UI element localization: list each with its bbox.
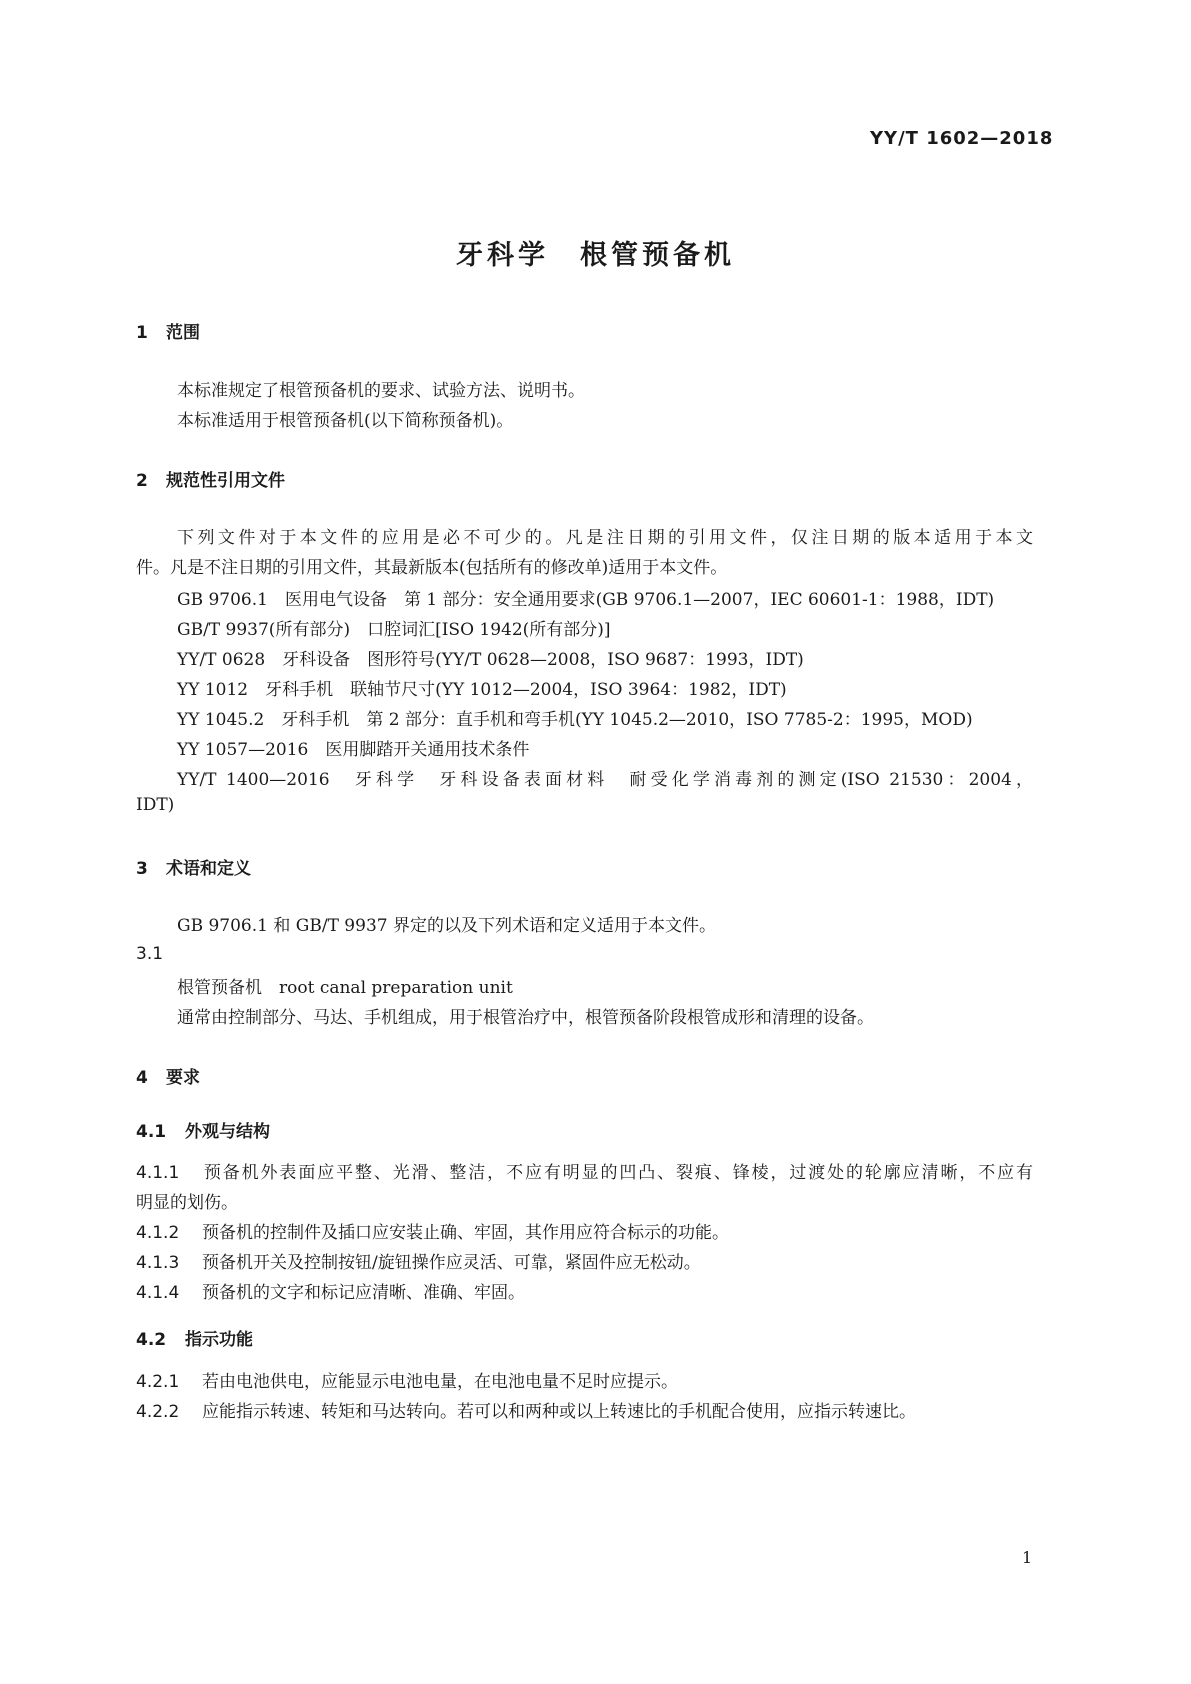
section-number: 4: [136, 1068, 148, 1088]
clause-4-2-2: [136, 1397, 916, 1422]
clause-text: 应能指示转速、转矩和马达转向。若可以和两种或以上转速比的手机配合使用，应指示转速比。: [202, 1402, 916, 1422]
section-title: 术语和定义: [166, 859, 251, 879]
section-1-heading: [136, 318, 200, 343]
reference-item: GB/T 9937(所有部分) 口腔词汇[ISO 1942(所有部分)]: [177, 620, 611, 640]
subsection-4-2-heading: [136, 1325, 253, 1350]
term-definition: 通常由控制部分、马达、手机组成，用于根管治疗中，根管预备阶段根管成形和清理的设备。: [177, 1008, 874, 1028]
section-title: 要求: [166, 1068, 200, 1088]
section-3-heading: [136, 854, 251, 879]
clause-text: 预备机外表面应平整、光滑、整洁，不应有明显的凹凸、裂痕、锋棱，过渡处的轮廓应清晰，不应有: [202, 1163, 1033, 1183]
clause-4-1-1: [136, 1158, 1033, 1183]
reference-item: YY 1057—2016 医用脚踏开关通用技术条件: [177, 740, 530, 760]
reference-item: GB 9706.1 医用电气设备 第 1 部分：安全通用要求(GB 9706.1—2007，IEC 60601-1：1988，IDT): [177, 590, 995, 610]
clause-text: 预备机的控制件及插口应安装止确、牢固，其作用应符合标示的功能。: [202, 1223, 729, 1243]
clause-number: 4.1.1: [136, 1163, 180, 1183]
section-title: 范围: [166, 323, 200, 343]
clause-number: 4.1.3: [136, 1253, 180, 1273]
page-number: 1: [1022, 1548, 1033, 1567]
paragraph: GB 9706.1 和 GB/T 9937 界定的以及下列术语和定义适用于本文件。: [177, 916, 716, 936]
subsection-title: 指示功能: [185, 1330, 253, 1350]
paragraph: 下列文件对于本文件的应用是必不可少的。凡是注日期的引用文件，仅注日期的版本适用于本文: [177, 528, 1033, 548]
term-number: 3.1: [136, 944, 164, 964]
reference-item: YY/T 1400—2016 牙科学 牙科设备表面材料 耐受化学消毒剂的测定(ISO 21530：2004，: [177, 770, 1033, 790]
clause-text: 预备机的文字和标记应清晰、准确、牢固。: [202, 1283, 525, 1303]
subsection-title: 外观与结构: [185, 1122, 270, 1142]
section-4-heading: [136, 1063, 200, 1088]
paragraph: 本标准适用于根管预备机(以下简称预备机)。: [177, 411, 514, 431]
clause-number: 4.1.2: [136, 1223, 180, 1243]
clause-text: 若由电池供电，应能显示电池电量，在电池电量不足时应提示。: [202, 1372, 678, 1392]
term-name: 根管预备机 root canal preparation unit: [177, 978, 513, 998]
subsection-4-1-heading: [136, 1117, 270, 1142]
clause-4-1-4: [136, 1278, 525, 1303]
section-title: 规范性引用文件: [166, 471, 285, 491]
clause-4-2-1: [136, 1367, 678, 1392]
reference-item: YY 1045.2 牙科手机 第 2 部分：直手机和弯手机(YY 1045.2—2010，ISO 7785-2：1995，MOD): [177, 710, 973, 730]
reference-item-continuation: IDT): [136, 795, 175, 815]
clause-number: 4.2.1: [136, 1372, 180, 1392]
document-title: 牙科学 根管预备机: [456, 240, 735, 271]
paragraph: 件。凡是不注日期的引用文件，其最新版本(包括所有的修改单)适用于本文件。: [136, 558, 728, 578]
section-number: 3: [136, 859, 148, 879]
section-number: 1: [136, 323, 148, 343]
clause-continuation: 明显的划伤。: [136, 1193, 238, 1213]
clause-4-1-2: [136, 1218, 729, 1243]
clause-4-1-3: [136, 1248, 701, 1273]
subsection-number: 4.2: [136, 1330, 167, 1350]
section-2-heading: [136, 466, 285, 491]
subsection-number: 4.1: [136, 1122, 167, 1142]
reference-item: YY/T 0628 牙科设备 图形符号(YY/T 0628—2008，ISO 9687：1993，IDT): [177, 650, 804, 670]
reference-item: YY 1012 牙科手机 联轴节尺寸(YY 1012—2004，ISO 3964：1982，IDT): [177, 680, 787, 700]
clause-number: 4.1.4: [136, 1283, 180, 1303]
clause-number: 4.2.2: [136, 1402, 180, 1422]
paragraph: 本标准规定了根管预备机的要求、试验方法、说明书。: [177, 381, 585, 401]
section-number: 2: [136, 471, 148, 491]
clause-text: 预备机开关及控制按钮/旋钮操作应灵活、可靠，紧固件应无松动。: [202, 1253, 701, 1273]
standard-code: YY/T 1602—2018: [870, 128, 1054, 149]
